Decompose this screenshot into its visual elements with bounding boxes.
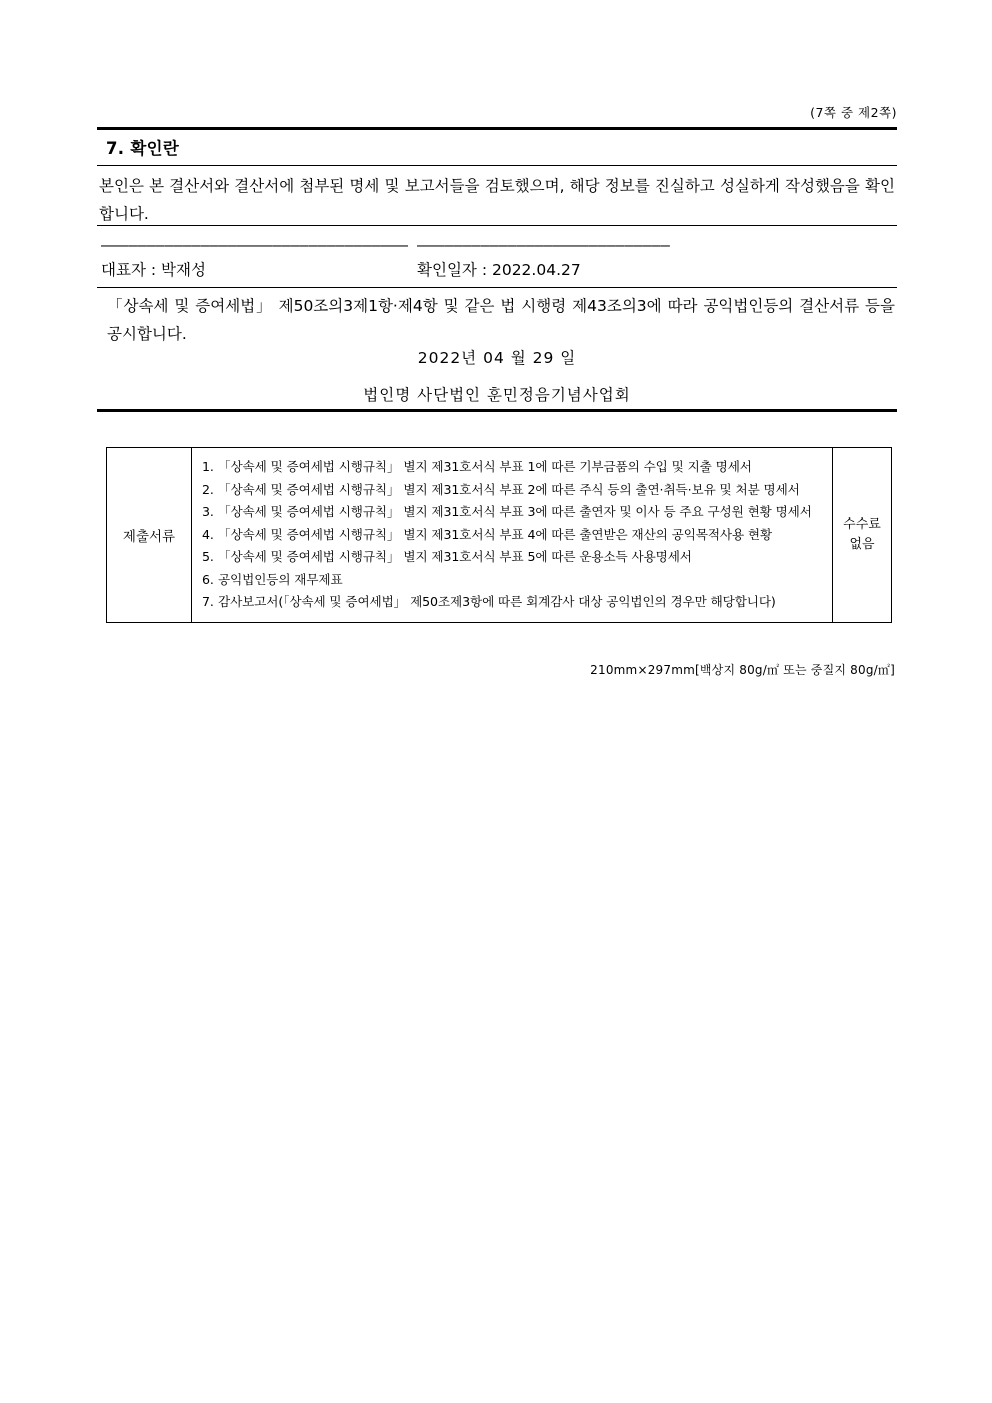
table-row bbox=[107, 448, 892, 623]
list-item bbox=[202, 456, 826, 479]
list-item-text: 「상속세 및 증여세법 시행규칙」 별지 제31호서식 부표 5에 따른 운용소득 사용명세서 bbox=[218, 549, 692, 564]
list-item-text: 「상속세 및 증여세법 시행규칙」 별지 제31호서식 부표 3에 따른 출연자 및 이사 등 주요 구성원 현황 명세서 bbox=[218, 504, 812, 519]
rule-under-confirmation bbox=[97, 225, 897, 226]
filing-date: 2022년 04 월 29 일 bbox=[417, 349, 577, 367]
list-item-text: 「상속세 및 증여세법 시행규칙」 별지 제31호서식 부표 2에 따른 주식 등의 출연·취득·보유 및 처분 명세서 bbox=[218, 481, 800, 497]
representative-name: 대표자 : 박재성 bbox=[101, 261, 206, 279]
list-item-number: 3. bbox=[202, 504, 214, 519]
list-item bbox=[202, 591, 826, 614]
rule-top bbox=[97, 127, 897, 130]
list-item-text: 「상속세 및 증여세법 시행규칙」 별지 제31호서식 부표 1에 따른 기부금품의 수입 및 지출 명세서 bbox=[218, 459, 752, 474]
fee-label-line2: 없음 bbox=[849, 536, 875, 552]
rule-under-signature bbox=[97, 287, 897, 288]
submission-documents-body bbox=[192, 448, 833, 623]
list-item-number: 1. bbox=[202, 459, 214, 474]
list-item bbox=[202, 501, 826, 524]
list-item-text: 「상속세 및 증여세법 시행규칙」 별지 제31호서식 부표 4에 따른 출연받은 재산의 공익목적사용 현황 bbox=[218, 526, 773, 542]
list-item-number: 4. bbox=[202, 526, 214, 542]
list-item bbox=[202, 569, 826, 592]
page-title: 7. 확인란 bbox=[106, 139, 180, 158]
paper-specification: 210mm×297mm[백상지 80g/㎡ 또는 중질지 80g/㎡] bbox=[590, 663, 895, 677]
rule-bottom bbox=[97, 409, 897, 412]
fee-label-line1: 수수료 bbox=[843, 516, 881, 532]
list-item bbox=[202, 546, 826, 569]
confirmation-statement: 본인은 본 결산서와 결산서에 첨부된 명세 및 보고서들을 검토했으며, 해당 정보를 진실하고 성실하게 작성했음을 확인합니다. bbox=[99, 177, 895, 223]
submission-documents-label: 제출서류 bbox=[107, 448, 192, 623]
submission-documents-table bbox=[106, 447, 892, 623]
signature-dash-line-right: ‒‒‒‒‒‒‒‒‒‒‒‒‒‒‒‒‒‒‒‒‒‒‒‒‒‒‒‒ bbox=[417, 236, 670, 254]
list-item-number: 6. bbox=[202, 571, 214, 587]
fee-cell bbox=[833, 448, 892, 623]
confirmation-date: 확인일자 : 2022.04.27 bbox=[417, 261, 581, 279]
list-item bbox=[202, 479, 826, 502]
list-item-text: 공익법인등의 재무제표 bbox=[218, 571, 343, 587]
page-indicator: (7쪽 중 제2쪽) bbox=[810, 105, 897, 120]
signature-dash-line-left: ‒‒‒‒‒‒‒‒‒‒‒‒‒‒‒‒‒‒‒‒‒‒‒‒‒‒‒‒‒‒‒‒‒‒ bbox=[101, 236, 409, 254]
list-item bbox=[202, 524, 826, 547]
list-item-number: 2. bbox=[202, 481, 214, 497]
list-item-text: 감사보고서(「상속세 및 증여세법」 제50조제3항에 따른 회계감사 대상 공익법인의 경우만 해당합니다) bbox=[218, 594, 776, 609]
list-item-number: 5. bbox=[202, 549, 214, 564]
rule-under-title bbox=[97, 165, 897, 166]
statute-disclosure-statement: 「상속세 및 증여세법」 제50조의3제1항·제4항 및 같은 법 시행령 제43조의3에 따라 공익법인등의 결산서류 등을 공시합니다. bbox=[107, 297, 895, 343]
list-item-number: 7. bbox=[202, 594, 214, 609]
submission-documents-list bbox=[202, 456, 826, 614]
organization-name: 법인명 사단법인 훈민정음기념사업회 bbox=[363, 386, 631, 404]
